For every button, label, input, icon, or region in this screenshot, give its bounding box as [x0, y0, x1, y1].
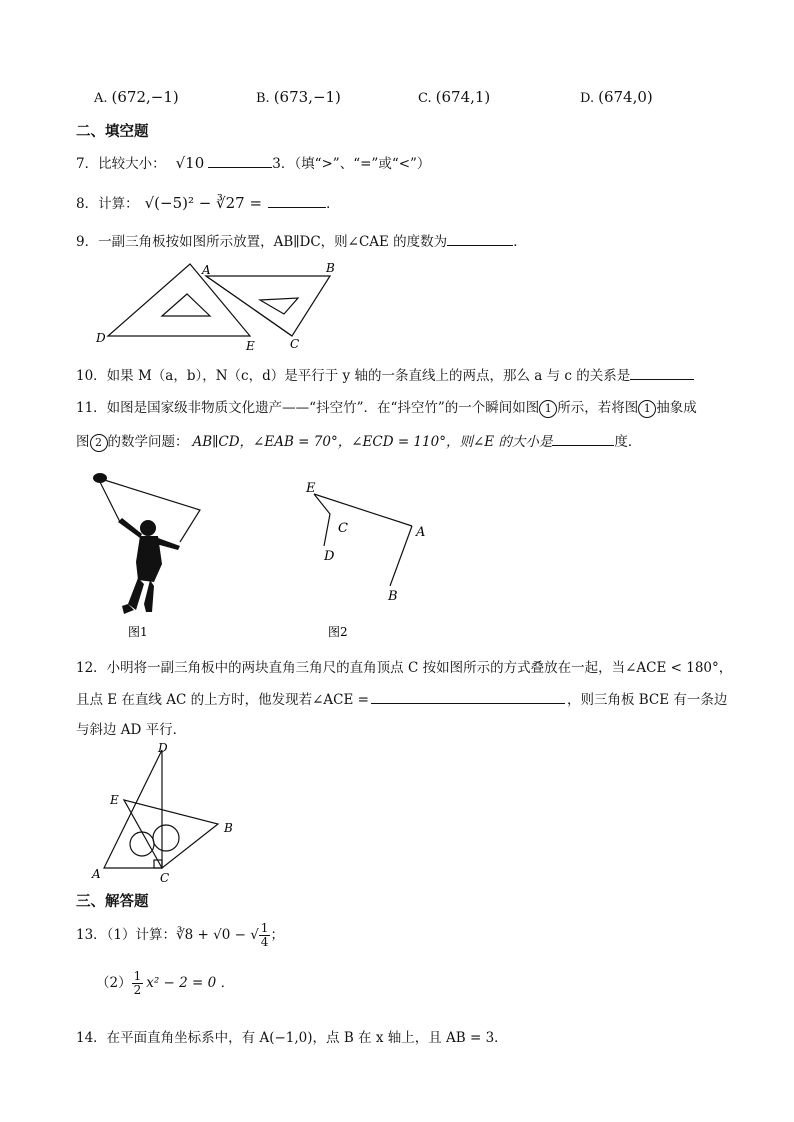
triangle-set-figure-q9	[90, 256, 350, 352]
label-a: A	[202, 263, 211, 277]
fraction-1-2: $\frac{1}{2}$	[133, 969, 142, 997]
answer-blank-12	[371, 689, 565, 704]
question-9: 9．一副三角板按如图所示放置，AB∥DC，则∠CAE 的度数为 ．	[76, 230, 527, 250]
question-13-part1: 13．（1）计算：∛8 + √0 − √ $\frac{1}{4}$ ；	[76, 921, 284, 949]
label-a: A	[416, 525, 426, 540]
dancer-silhouette-icon	[118, 518, 180, 614]
geometry-figure-2	[300, 474, 440, 642]
circled-2: 2	[90, 434, 108, 452]
answer-blank-7	[208, 153, 272, 168]
option-d: D. (674,0)	[580, 88, 653, 106]
question-12-line3: 与斜边 AD 平行．	[76, 722, 187, 738]
right-triangles-figure-q12	[90, 740, 250, 882]
question-7: 7．比较大小： √10 3．（填“>”、“=”或“<”）	[76, 154, 431, 172]
fraction-1-4: $\frac{1}{4}$	[260, 921, 269, 949]
question-13-part2: （2） $\frac{1}{2}$ x² − 2 = 0 ．	[96, 969, 235, 997]
question-11-line1: 11．如图是国家级非物质文化遗产——“抖空竹”．在“抖空竹”的一个瞬间如图 1 所示，若将图 1 抽象成	[76, 400, 697, 416]
circled-1b: 1	[638, 400, 656, 418]
question-12-line1: 12．小明将一副三角板中的两块直角三角尺的直角顶点 C 按如图所示的方式叠放在一起，当∠ACE < 180°，	[76, 660, 733, 676]
label-d: D	[324, 549, 335, 564]
label-b: B	[388, 589, 398, 604]
question-14: 14．在平面直角坐标系中，有 A(−1,0)，点 B 在 x 轴上，且 AB = 3．	[76, 1030, 508, 1046]
diabolo-icon	[93, 473, 107, 483]
caption-fig2: 图2	[328, 625, 348, 639]
label-a: A	[92, 867, 101, 881]
answer-blank-9	[447, 231, 513, 246]
label-b: B	[224, 821, 233, 835]
label-e: E	[306, 481, 316, 496]
answer-blank-11	[552, 431, 614, 446]
question-12-line2: 且点 E 在直线 AC 的上方时，他发现若∠ACE = ，则三角板 BCE 有一条边	[76, 688, 727, 708]
answer-blank-10	[630, 365, 694, 380]
answer-blank-8	[268, 193, 326, 208]
label-e: E	[246, 339, 255, 352]
question-10: 10．如果 M（a，b），N（c，d）是平行于 y 轴的一条直线上的两点，那么 a 与 c 的关系是	[76, 364, 694, 384]
label-d: D	[96, 331, 106, 345]
circled-1: 1	[539, 400, 557, 418]
caption-fig1: 图1	[128, 625, 148, 639]
option-b: B. (673,−1)	[256, 88, 341, 106]
label-e: E	[110, 793, 119, 807]
diabolo-figure-1	[88, 464, 218, 642]
label-d: D	[158, 741, 168, 755]
question-8: 8．计算： √(−5)² − ∛27 = ．	[76, 194, 340, 212]
section-answer-title: 三、解答题	[76, 894, 149, 910]
large-triangle-inner	[162, 294, 210, 316]
label-c: C	[338, 521, 348, 536]
large-triangle	[108, 264, 250, 336]
small-triangle-inner	[260, 298, 298, 314]
question-11-line2: 图 2 的数学问题： AB∥CD，∠EAB = 70°，∠ECD = 110°，则∠E 的大小是 度．	[76, 430, 641, 452]
label-c: C	[290, 337, 300, 351]
label-b: B	[326, 261, 335, 275]
option-c: C. (674,1)	[418, 88, 491, 106]
label-c: C	[160, 871, 170, 882]
option-a: A. (672,−1)	[94, 88, 179, 106]
section-fill-in-title: 二、填空题	[76, 124, 149, 140]
